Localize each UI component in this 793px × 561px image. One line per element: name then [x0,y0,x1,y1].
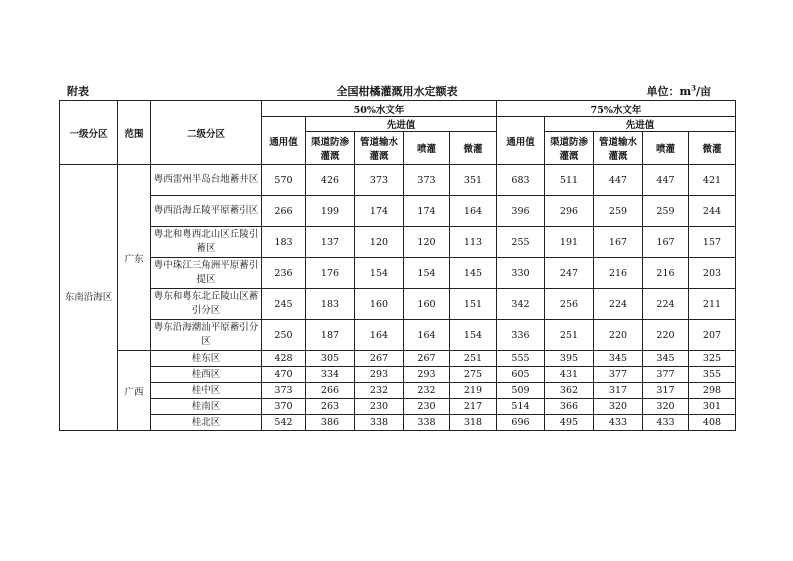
value-cell: 176 [306,258,355,289]
value-cell: 431 [545,367,594,383]
value-cell: 120 [355,227,404,258]
value-cell: 236 [262,258,306,289]
value-cell: 428 [262,351,306,367]
zone2-cell: 桂北区 [151,415,262,431]
value-cell: 334 [306,367,355,383]
zone2-cell: 桂南区 [151,399,262,415]
value-cell: 216 [643,258,689,289]
zone2-cell: 粤东沿海潮汕平原蓄引分区 [151,320,262,351]
value-cell: 293 [355,367,404,383]
value-cell: 570 [262,165,306,196]
table-row [60,227,736,258]
value-cell: 167 [594,227,643,258]
value-cell: 320 [594,399,643,415]
value-cell: 514 [497,399,545,415]
value-cell: 377 [643,367,689,383]
value-cell: 408 [689,415,736,431]
value-cell: 426 [306,165,355,196]
header-general-50: 通用值 [262,117,306,165]
value-cell: 164 [404,320,450,351]
header-micro-50: 微灌 [450,132,497,165]
value-cell: 151 [450,289,497,320]
value-cell: 355 [689,367,736,383]
unit-suffix: /亩 [695,85,711,98]
value-cell: 447 [594,165,643,196]
value-cell: 345 [643,351,689,367]
header-canal-75: 渠道防渗灌溉 [545,132,594,165]
value-cell: 305 [306,351,355,367]
value-cell: 373 [404,165,450,196]
zone2-cell: 粤中珠江三角洲平原蓄引提区 [151,258,262,289]
value-cell: 259 [594,196,643,227]
value-cell: 555 [497,351,545,367]
value-cell: 183 [262,227,306,258]
header-spray-75: 喷灌 [643,132,689,165]
header-pipe-75: 管道输水灌溉 [594,132,643,165]
value-cell: 120 [404,227,450,258]
value-cell: 266 [262,196,306,227]
table-caption [59,84,735,100]
table-row [60,351,736,367]
value-cell: 259 [643,196,689,227]
header-year75: 75%水文年 [497,101,736,117]
header-zone2: 二级分区 [151,101,262,165]
water-quota-table [59,100,736,431]
zone2-cell: 粤西雷州半岛台地蓄井区 [151,165,262,196]
value-cell: 395 [545,351,594,367]
table-header [60,101,736,165]
value-cell: 293 [404,367,450,383]
table-row [60,196,736,227]
value-cell: 167 [643,227,689,258]
value-cell: 137 [306,227,355,258]
value-cell: 373 [355,165,404,196]
value-cell: 164 [450,196,497,227]
value-cell: 447 [643,165,689,196]
value-cell: 263 [306,399,355,415]
header-pipe-50: 管道输水灌溉 [355,132,404,165]
value-cell: 157 [689,227,736,258]
header-general-75: 通用值 [497,117,545,165]
value-cell: 377 [594,367,643,383]
table-row [60,289,736,320]
value-cell: 301 [689,399,736,415]
value-cell: 511 [545,165,594,196]
zone2-cell: 桂东区 [151,351,262,367]
table-row [60,383,736,399]
value-cell: 509 [497,383,545,399]
value-cell: 318 [450,415,497,431]
value-cell: 320 [643,399,689,415]
value-cell: 351 [450,165,497,196]
value-cell: 230 [404,399,450,415]
value-cell: 362 [545,383,594,399]
value-cell: 433 [594,415,643,431]
zone1-cell: 东南沿海区 [60,165,118,431]
value-cell: 251 [450,351,497,367]
unit-prefix: 单位：m [646,85,692,98]
header-advanced-50: 先进值 [306,117,497,132]
value-cell: 256 [545,289,594,320]
table-row [60,258,736,289]
table-row [60,415,736,431]
value-cell: 154 [404,258,450,289]
value-cell: 174 [355,196,404,227]
value-cell: 220 [594,320,643,351]
value-cell: 224 [594,289,643,320]
table-row [60,165,736,196]
header-scope: 范围 [118,101,151,165]
value-cell: 373 [262,383,306,399]
value-cell: 338 [404,415,450,431]
value-cell: 216 [594,258,643,289]
table-body [60,165,736,431]
value-cell: 245 [262,289,306,320]
table-row [60,367,736,383]
value-cell: 266 [306,383,355,399]
value-cell: 605 [497,367,545,383]
value-cell: 683 [497,165,545,196]
table-row [60,399,736,415]
value-cell: 386 [306,415,355,431]
value-cell: 251 [545,320,594,351]
value-cell: 160 [404,289,450,320]
value-cell: 232 [355,383,404,399]
value-cell: 338 [355,415,404,431]
value-cell: 370 [262,399,306,415]
zone2-cell: 桂中区 [151,383,262,399]
zone2-cell: 粤东和粤东北丘陵山区蓄引分区 [151,289,262,320]
table-title: 全国柑橘灌溉用水定额表 [336,85,458,98]
value-cell: 199 [306,196,355,227]
value-cell: 191 [545,227,594,258]
appendix-label: 附表 [67,85,89,98]
value-cell: 366 [545,399,594,415]
value-cell: 275 [450,367,497,383]
unit-superscript: 3 [691,83,696,93]
value-cell: 470 [262,367,306,383]
scope-cell: 广西 [118,351,151,431]
table-row [60,320,736,351]
header-zone1: 一级分区 [60,101,118,165]
zone2-cell: 粤北和粤西北山区丘陵引蓄区 [151,227,262,258]
value-cell: 244 [689,196,736,227]
unit-label [646,84,711,100]
value-cell: 160 [355,289,404,320]
value-cell: 247 [545,258,594,289]
value-cell: 298 [689,383,736,399]
scope-cell: 广东 [118,165,151,351]
value-cell: 330 [497,258,545,289]
value-cell: 317 [594,383,643,399]
value-cell: 220 [643,320,689,351]
value-cell: 267 [404,351,450,367]
value-cell: 217 [450,399,497,415]
value-cell: 396 [497,196,545,227]
value-cell: 433 [643,415,689,431]
value-cell: 211 [689,289,736,320]
value-cell: 232 [404,383,450,399]
value-cell: 255 [497,227,545,258]
zone2-cell: 粤西沿海丘陵平原蓄引区 [151,196,262,227]
value-cell: 174 [404,196,450,227]
value-cell: 421 [689,165,736,196]
value-cell: 336 [497,320,545,351]
value-cell: 696 [497,415,545,431]
value-cell: 219 [450,383,497,399]
value-cell: 187 [306,320,355,351]
value-cell: 542 [262,415,306,431]
value-cell: 113 [450,227,497,258]
value-cell: 325 [689,351,736,367]
value-cell: 317 [643,383,689,399]
value-cell: 154 [355,258,404,289]
value-cell: 267 [355,351,404,367]
value-cell: 207 [689,320,736,351]
header-canal-50: 渠道防渗灌溉 [306,132,355,165]
value-cell: 495 [545,415,594,431]
value-cell: 164 [355,320,404,351]
value-cell: 342 [497,289,545,320]
zone2-cell: 桂西区 [151,367,262,383]
value-cell: 203 [689,258,736,289]
value-cell: 154 [450,320,497,351]
value-cell: 250 [262,320,306,351]
header-spray-50: 喷灌 [404,132,450,165]
header-year50: 50%水文年 [262,101,497,117]
value-cell: 345 [594,351,643,367]
value-cell: 183 [306,289,355,320]
value-cell: 145 [450,258,497,289]
value-cell: 224 [643,289,689,320]
value-cell: 230 [355,399,404,415]
value-cell: 296 [545,196,594,227]
header-advanced-75: 先进值 [545,117,736,132]
header-micro-75: 微灌 [689,132,736,165]
